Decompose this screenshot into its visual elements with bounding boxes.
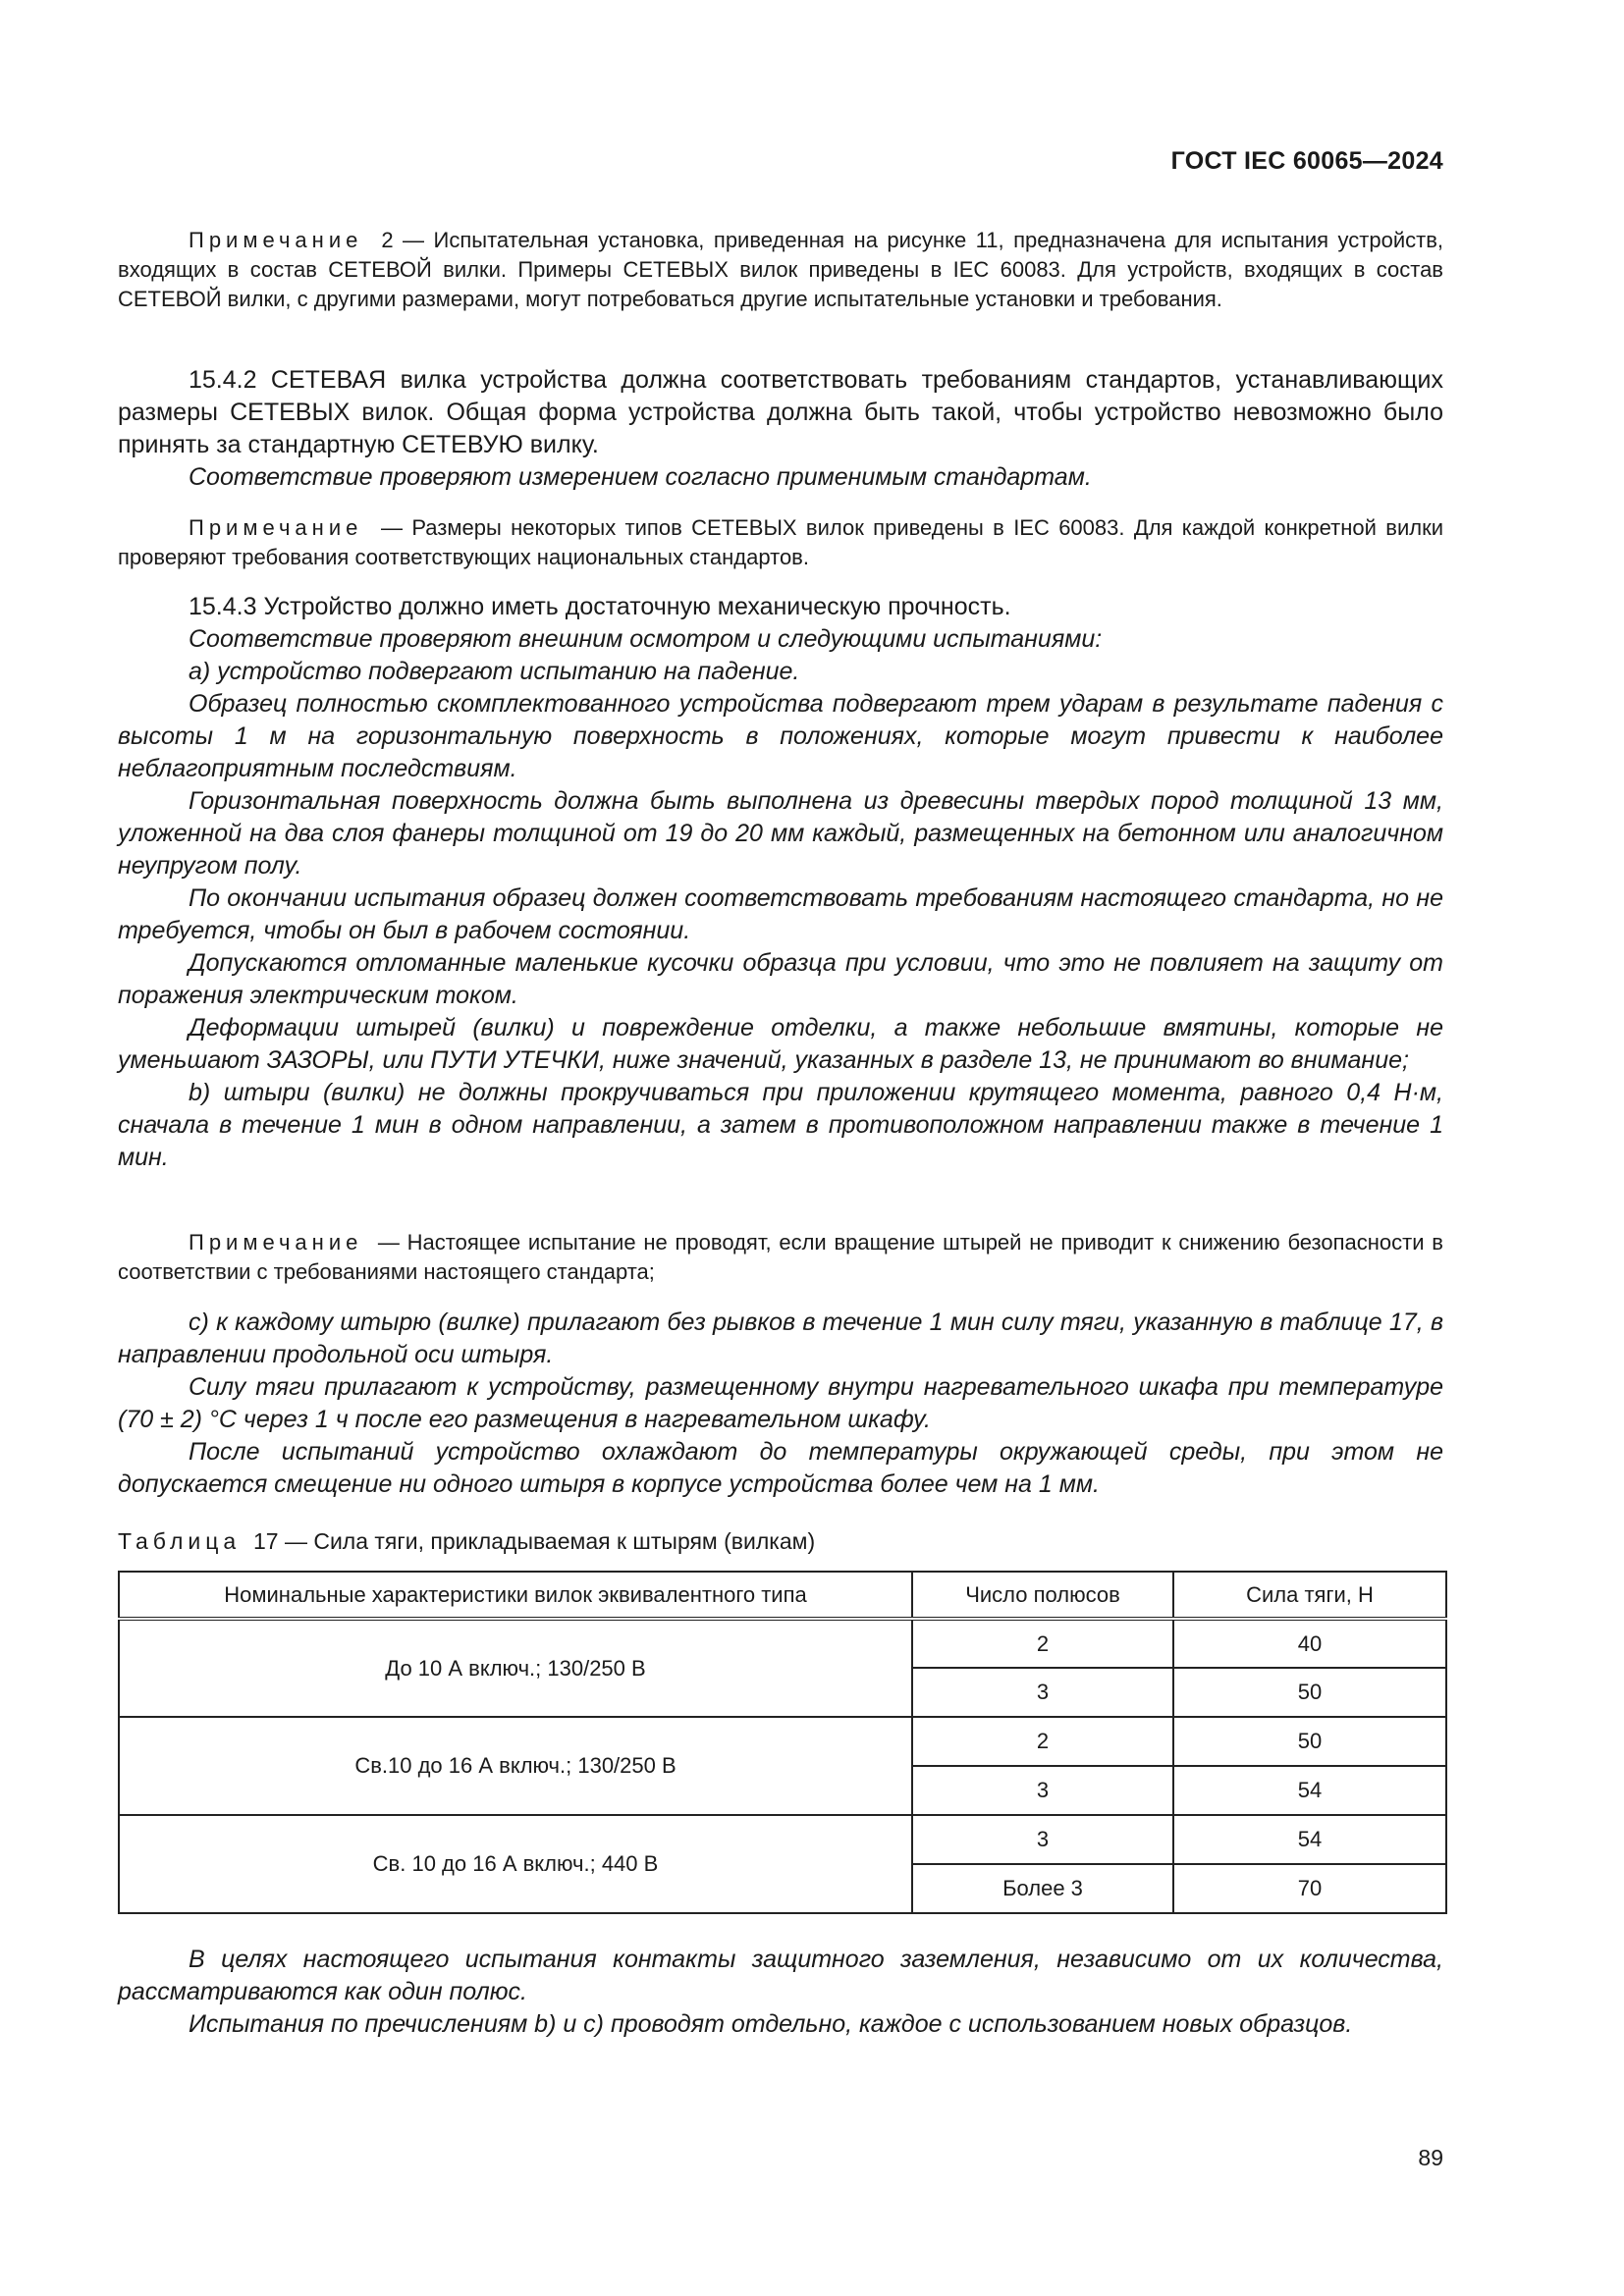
header-force: Сила тяги, Н [1173,1572,1446,1619]
cell-poles: Более 3 [912,1864,1173,1913]
header-poles: Число полюсов [912,1572,1173,1619]
clause-text: 15.4.2 СЕТЕВАЯ вилка устройства должна соответствовать требованиям стандартов, устанавливающих размеры СЕТЕВЫХ вилок. Общая форма устройства должна быть такой, чтобы устройство невозможно было принять за стандартную СЕТЕВУЮ вилку. [118,366,1443,458]
table-caption [118,1528,815,1555]
clause-paragraph: b) штыри (вилки) не должны прокручиваться при приложении крутящего момента, равного 0,4 Н·м, сначала в течение 1 мин в одном направлении, а затем в противоположном направлении также в течение 1 мин. [118,1079,1443,1171]
table-row [119,1717,1446,1766]
cell-poles: 3 [912,1766,1173,1815]
clause-paragraph: c) к каждому штырю (вилке) прилагают без рывков в течение 1 мин силу тяги, указанную в таблице 17, в направлении продольной оси штыря. [118,1308,1443,1368]
clause-paragraph: a) устройство подвергают испытанию на падение. [189,658,800,685]
cell-force: 40 [1173,1619,1446,1668]
clause-paragraph: Деформации штырей (вилки) и повреждение отделки, а также небольшие вмятины, которые не уменьшают ЗАЗОРЫ, или ПУТИ УТЕЧКИ, ниже значений, указанных в разделе 13, не принимают во внимание; [118,1014,1443,1074]
note-text: 2 — Испытательная установка, приведенная на рисунке 11, предназначена для испытания устройств, входящих в состав СЕТЕВОЙ вилки. Примеры СЕТЕВЫХ вилок приведены в IEC 60083. Для устройств, входящих в состав СЕТЕВОЙ вилки, с другими размерами, могут потребоваться другие испытательные установки и требования. [118,228,1443,311]
header-rating: Номинальные характеристики вилок эквивалентного типа [119,1572,912,1619]
cell-poles: 2 [912,1717,1173,1766]
table-row [119,1815,1446,1864]
clause-paragraph: Соответствие проверяют внешним осмотром и следующими испытаниями: [189,625,1103,653]
cell-rating: Св. 10 до 16 А включ.; 440 В [119,1815,912,1913]
cell-poles: 3 [912,1815,1173,1864]
cell-rating: До 10 А включ.; 130/250 В [119,1619,912,1717]
table-caption-label: Таблица [118,1528,242,1554]
page-number: 89 [1418,2145,1443,2170]
cell-force: 50 [1173,1717,1446,1766]
cell-force: 50 [1173,1668,1446,1717]
clause-paragraph: После испытаний устройство охлаждают до температуры окружающей среды, при этом не допускается смещение ни одного штыря в корпусе устройства более чем на 1 мм. [118,1438,1443,1498]
cell-force: 54 [1173,1766,1446,1815]
clause-paragraph: Допускаются отломанные маленькие кусочки образца при условии, что это не повлияет на защиту от поражения электрическим током. [118,949,1443,1009]
note-3 [118,1228,1443,1287]
clause-paragraph: Образец полностью скомплектованного устройства подвергают трем ударам в результате падения с высоты 1 м на горизонтальную поверхность в положениях, которые могут привести к наиболее неблагоприятным последствиям. [118,690,1443,782]
note-2 [118,513,1443,572]
document-header: ГОСТ IEC 60065—2024 [1170,147,1443,175]
cell-force: 54 [1173,1815,1446,1864]
clause-paragraph: Силу тяги прилагают к устройству, размещенному внутри нагревательного шкафа при температуре (70 ± 2) °С через 1 ч после его размещения в нагревательном шкафу. [118,1373,1443,1433]
cell-poles: 2 [912,1619,1173,1668]
compliance-text: Соответствие проверяют измерением согласно применимым стандартам. [189,463,1092,491]
cell-poles: 3 [912,1668,1173,1717]
table-row [119,1619,1446,1668]
clause-paragraph: Горизонтальная поверхность должна быть выполнена из древесины твердых пород толщиной 13 мм, уложенной на два слоя фанеры толщиной от 19 до 20 мм каждый, размещенных на бетонном или аналогичном неупругом полу. [118,787,1443,880]
clause-15-4-2 [118,364,1443,494]
after-table [118,1944,1443,2041]
cell-rating: Св.10 до 16 А включ.; 130/250 В [119,1717,912,1815]
note-text: — Размеры некоторых типов СЕТЕВЫХ вилок приведены в IEC 60083. Для каждой конкретной вилки проверяют требования соответствующих национальных стандартов. [118,515,1443,569]
clause-15-4-3 [118,591,1443,1174]
cell-force: 70 [1173,1864,1446,1913]
clause-paragraph: В целях настоящего испытания контакты защитного заземления, независимо от их количества, рассматриваются как один полюс. [118,1946,1443,2005]
note-1 [118,226,1443,314]
table-caption-text: 17 — Сила тяги, прикладываемая к штырям (вилкам) [252,1528,816,1554]
note-text: — Настоящее испытание не проводят, если вращение штырей не приводит к снижению безопасности в соответствии с требованиями настоящего стандарта; [118,1230,1443,1284]
note-label: Примечание [189,1230,363,1255]
clause-paragraph: Испытания по пречислениям b) и c) проводят отдельно, каждое с использованием новых образцов. [189,2010,1353,2038]
clause-c [118,1307,1443,1501]
clause-text: 15.4.3 Устройство должно иметь достаточную механическую прочность. [189,593,1011,620]
clause-paragraph: По окончании испытания образец должен соответствовать требованиям настоящего стандарта, но не требуется, чтобы он был в рабочем состоянии. [118,884,1443,944]
table-header-row [119,1572,1446,1619]
note-label: Примечание [189,228,363,252]
note-label: Примечание [189,515,363,540]
table-17 [118,1571,1447,1914]
